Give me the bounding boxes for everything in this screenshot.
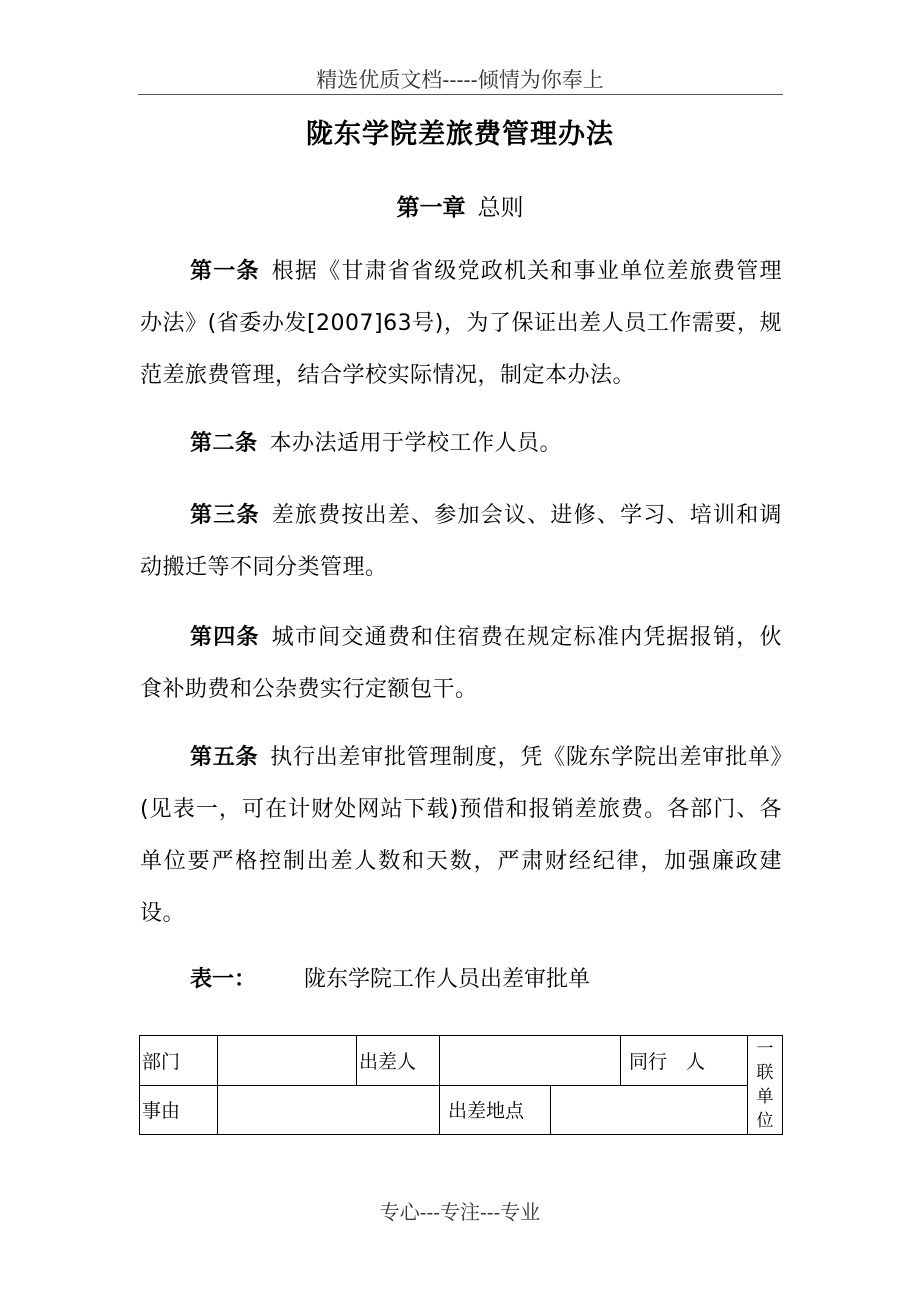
article-label: 第五条 [190,745,259,770]
travel-approval-form [139,1035,783,1135]
article-1 [140,246,782,402]
article-text: 城市间交通费和住宿费在规定标准内凭据报销，伙食补助费和公杂费实行定额包干。 [140,625,782,702]
header-rule [138,94,783,95]
table-caption [190,962,590,993]
article-text: 差旅费按出差、参加会议、进修、学习、培训和调动搬迁等不同分类管理。 [140,503,782,580]
document-title: 陇东学院差旅费管理办法 [306,119,614,150]
article-3 [140,490,782,594]
traveler-label: 出差人 [357,1036,440,1086]
article-5 [140,732,782,940]
chapter-number: 第一章 [396,195,466,221]
chapter-name: 总则 [477,195,524,221]
article-text: 本办法适用于学校工作人员。 [269,431,563,456]
table-title: 陇东学院工作人员出差审批单 [304,967,591,992]
article-text: 根据《甘肃省省级党政机关和事业单位差旅费管理办法》(省委办发[2007]63号)，为了保证出差人员工作需要，规范差旅费管理，结合学校实际情况，制定本办法。 [140,259,782,388]
companion-label: 同行 人 [621,1036,748,1086]
copy-note: 一 联 单 位 [748,1036,783,1135]
table-label: 表一： [190,967,257,992]
form-row [140,1036,783,1086]
page-header: 精选优质文档-----倾情为你奉上 [316,68,604,92]
department-label: 部门 [140,1036,218,1086]
reason-label: 事由 [140,1085,218,1135]
chapter-heading [0,189,920,222]
article-label: 第二条 [190,431,258,456]
article-label: 第三条 [190,503,260,528]
article-2 [140,418,782,470]
destination-value-cell[interactable] [551,1085,748,1135]
destination-label: 出差地点 [440,1085,551,1135]
traveler-value-cell[interactable] [440,1036,621,1086]
reason-value-cell[interactable] [218,1085,440,1135]
page-footer: 专心---专注---专业 [379,1200,541,1224]
department-value-cell[interactable] [218,1036,357,1086]
article-text: 执行出差审批管理制度，凭《陇东学院出差审批单》(见表一，可在计财处网站下载)预借和报销差旅费。各部门、各单位要严格控制出差人数和天数，严肃财经纪律，加强廉政建设。 [140,745,782,926]
form-row [140,1085,783,1135]
article-label: 第一条 [190,259,260,284]
article-4 [140,612,782,716]
article-label: 第四条 [190,625,260,650]
